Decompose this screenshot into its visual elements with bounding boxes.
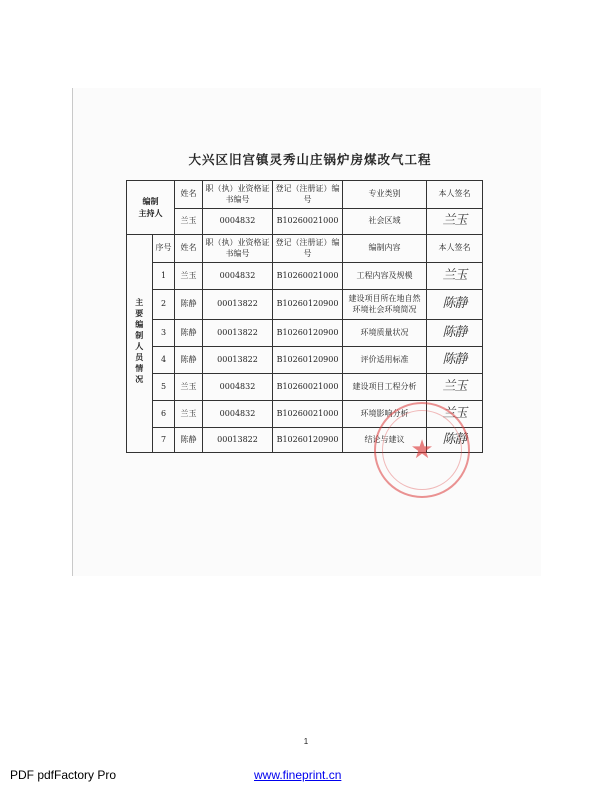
row-no: 2 [153, 290, 175, 320]
table-row [127, 374, 483, 401]
table-row [127, 347, 483, 374]
row-reg: B10260120900 [273, 428, 343, 453]
host-header-reg: 登记（注册证）编号 [273, 181, 343, 209]
row-name: 陈静 [175, 347, 203, 374]
staff-header-reg: 登记（注册证）编号 [273, 235, 343, 263]
staff-header-row [127, 235, 483, 263]
table-row [127, 263, 483, 290]
row-signature: 陈静 [427, 428, 483, 453]
row-signature: 兰玉 [427, 263, 483, 290]
host-header-name: 姓名 [175, 181, 203, 209]
table-row [127, 320, 483, 347]
row-signature: 陈静 [427, 347, 483, 374]
host-header-signature: 本人签名 [427, 181, 483, 209]
host-signature: 兰玉 [427, 209, 483, 235]
row-content: 环境影响分析 [343, 401, 427, 428]
row-no: 1 [153, 263, 175, 290]
row-content: 结论与建议 [343, 428, 427, 453]
row-content: 工程内容及规模 [343, 263, 427, 290]
row-no: 6 [153, 401, 175, 428]
page-number: 1 [303, 737, 309, 746]
row-cert: 00013822 [203, 428, 273, 453]
row-cert: 0004832 [203, 263, 273, 290]
row-no: 5 [153, 374, 175, 401]
row-content: 建设项目工程分析 [343, 374, 427, 401]
row-content: 建设项目所在地自然环境社会环境简况 [343, 290, 427, 320]
host-row [127, 209, 483, 235]
row-signature: 兰玉 [427, 374, 483, 401]
row-content: 环境质量状况 [343, 320, 427, 347]
row-content: 评价适用标准 [343, 347, 427, 374]
host-label: 编制 主持人 [127, 181, 175, 235]
row-cert: 00013822 [203, 347, 273, 374]
row-name: 陈静 [175, 428, 203, 453]
host-header-row [127, 181, 483, 209]
row-no: 3 [153, 320, 175, 347]
row-cert: 0004832 [203, 401, 273, 428]
host-name: 兰玉 [175, 209, 203, 235]
row-signature: 兰玉 [427, 401, 483, 428]
row-name: 兰玉 [175, 401, 203, 428]
row-name: 兰玉 [175, 263, 203, 290]
star-icon: ★ [410, 435, 434, 465]
staff-header-signature: 本人签名 [427, 235, 483, 263]
row-name: 兰玉 [175, 374, 203, 401]
host-reg: B10260021000 [273, 209, 343, 235]
row-cert: 0004832 [203, 374, 273, 401]
row-cert: 00013822 [203, 290, 273, 320]
fineprint-link[interactable]: www.fineprint.cn [254, 768, 342, 782]
staff-header-no: 序号 [153, 235, 175, 263]
seal-inner-ring [382, 410, 462, 490]
row-signature: 陈静 [427, 320, 483, 347]
company-seal [374, 402, 470, 498]
host-cert: 0004832 [203, 209, 273, 235]
row-reg: B10260120900 [273, 290, 343, 320]
row-no: 4 [153, 347, 175, 374]
row-reg: B10260021000 [273, 263, 343, 290]
host-header-cert: 职（执）业资格证书编号 [203, 181, 273, 209]
staff-header-content: 编制内容 [343, 235, 427, 263]
staff-label: 主要编制人员情况 [127, 235, 153, 453]
row-reg: B10260021000 [273, 401, 343, 428]
row-reg: B10260120900 [273, 320, 343, 347]
pdf-factory-label: PDF pdfFactory Pro [10, 768, 117, 782]
staff-header-cert: 职（执）业资格证书编号 [203, 235, 273, 263]
row-reg: B10260120900 [273, 347, 343, 374]
document-title: 大兴区旧宫镇灵秀山庄锅炉房煤改气工程 [188, 152, 432, 167]
row-no: 7 [153, 428, 175, 453]
row-cert: 00013822 [203, 320, 273, 347]
host-header-category: 专业类别 [343, 181, 427, 209]
host-category: 社会区域 [343, 209, 427, 235]
staff-header-name: 姓名 [175, 235, 203, 263]
row-name: 陈静 [175, 320, 203, 347]
row-name: 陈静 [175, 290, 203, 320]
row-signature: 陈静 [427, 290, 483, 320]
table-row [127, 290, 483, 320]
row-reg: B10260021000 [273, 374, 343, 401]
